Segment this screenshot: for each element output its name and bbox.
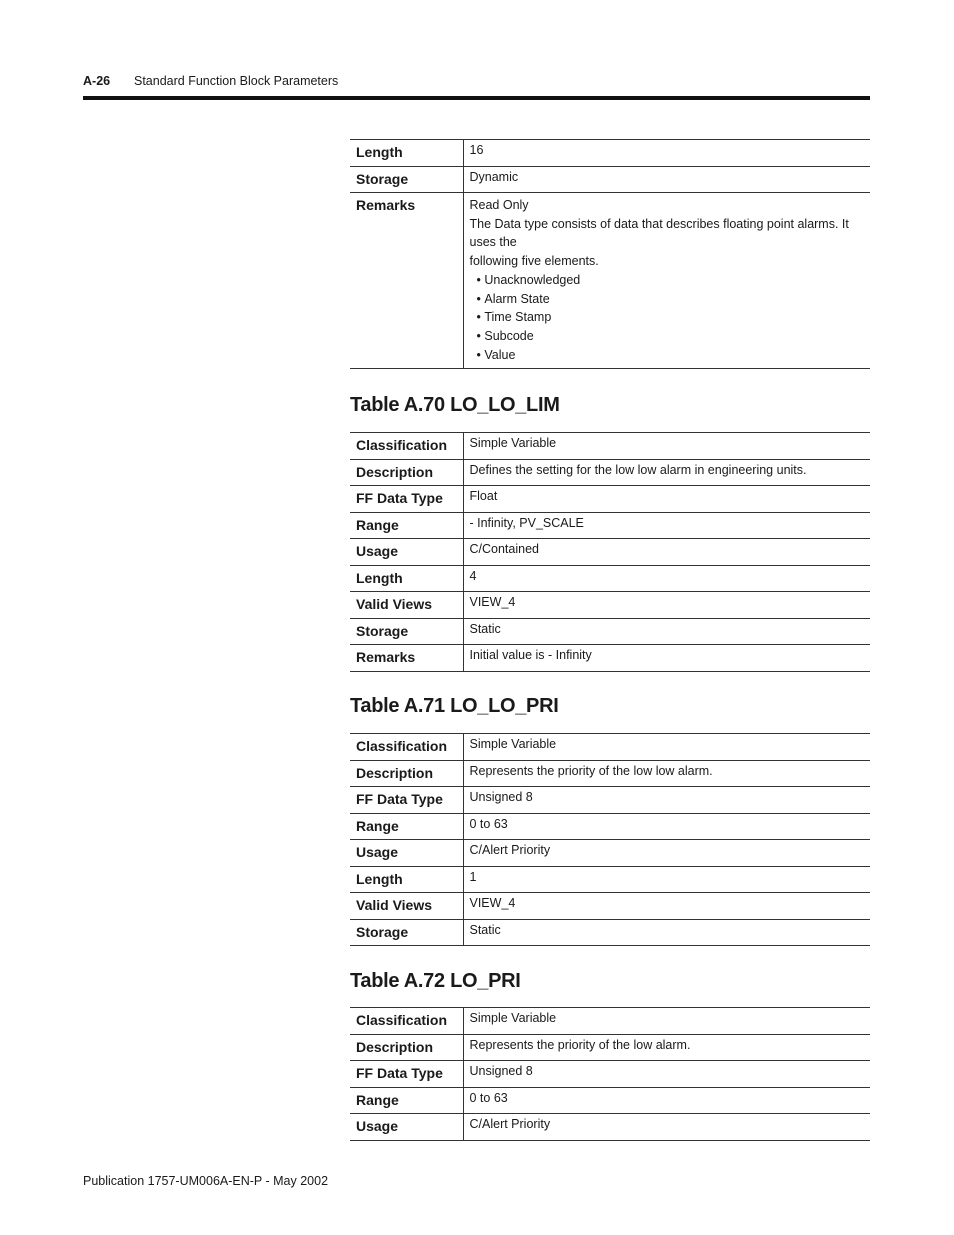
row-key: FF Data Type xyxy=(350,787,463,814)
table-row xyxy=(350,166,870,193)
row-value: Static xyxy=(463,919,870,946)
page-number: A-26 xyxy=(83,74,111,88)
parameter-table-lo-lo-lim xyxy=(350,432,870,672)
table-row xyxy=(350,866,870,893)
table-row xyxy=(350,787,870,814)
row-value: - Infinity, PV_SCALE xyxy=(463,512,870,539)
row-key: Description xyxy=(350,1034,463,1061)
table-row xyxy=(350,486,870,513)
row-value: Initial value is - Infinity xyxy=(463,645,870,672)
list-item: • Alarm State xyxy=(477,290,865,309)
row-key: FF Data Type xyxy=(350,1061,463,1088)
table-title: Table A.72 LO_PRI xyxy=(350,970,521,992)
row-key: Range xyxy=(350,512,463,539)
row-value: Defines the setting for the low low alarm in engineering units. xyxy=(463,459,870,486)
row-value: Simple Variable xyxy=(463,734,870,761)
row-key: Length xyxy=(350,140,463,167)
row-key: Usage xyxy=(350,539,463,566)
row-value: 1 xyxy=(463,866,870,893)
table-row xyxy=(350,734,870,761)
row-key: Classification xyxy=(350,1008,463,1035)
running-title: Standard Function Block Parameters xyxy=(134,74,339,88)
table-title: Table A.71 LO_LO_PRI xyxy=(350,695,559,717)
row-value: C/Alert Priority xyxy=(463,840,870,867)
row-value: Represents the priority of the low alarm. xyxy=(463,1034,870,1061)
row-key: Classification xyxy=(350,433,463,460)
table-row xyxy=(350,1008,870,1035)
row-value: 4 xyxy=(463,565,870,592)
row-value: Unsigned 8 xyxy=(463,1061,870,1088)
page-header xyxy=(83,72,870,98)
table-row xyxy=(350,645,870,672)
table-row xyxy=(350,539,870,566)
remarks-line: Read Only xyxy=(469,198,529,212)
row-value: Simple Variable xyxy=(463,1008,870,1035)
table-row xyxy=(350,840,870,867)
row-value: Static xyxy=(463,618,870,645)
remarks-cell xyxy=(463,193,870,369)
row-key: FF Data Type xyxy=(350,486,463,513)
list-item: • Unacknowledged xyxy=(477,271,865,290)
table-row xyxy=(350,512,870,539)
table-row xyxy=(350,893,870,920)
parameter-table-lo-pri xyxy=(350,1007,870,1141)
element-list xyxy=(470,271,865,365)
table-row xyxy=(350,433,870,460)
table-row xyxy=(350,1114,870,1141)
list-item: • Value xyxy=(477,346,865,365)
row-key: Storage xyxy=(350,618,463,645)
row-value: Unsigned 8 xyxy=(463,787,870,814)
row-key: Length xyxy=(350,565,463,592)
table-row xyxy=(350,193,870,369)
row-value: C/Alert Priority xyxy=(463,1114,870,1141)
row-key: Usage xyxy=(350,840,463,867)
row-value: Represents the priority of the low low alarm. xyxy=(463,760,870,787)
row-key: Valid Views xyxy=(350,893,463,920)
row-value: 0 to 63 xyxy=(463,1087,870,1114)
row-key: Description xyxy=(350,459,463,486)
row-value: Simple Variable xyxy=(463,433,870,460)
row-key: Range xyxy=(350,813,463,840)
table-row xyxy=(350,1061,870,1088)
table-row xyxy=(350,140,870,167)
table-row xyxy=(350,1087,870,1114)
parameter-table-lo-lo-pri xyxy=(350,733,870,946)
remarks-line: The Data type consists of data that describes floating point alarms. It uses the xyxy=(469,216,849,250)
row-key: Valid Views xyxy=(350,592,463,619)
header-rule xyxy=(83,96,870,100)
row-value: Float xyxy=(463,486,870,513)
table-row xyxy=(350,565,870,592)
table-row xyxy=(350,1034,870,1061)
row-key: Remarks xyxy=(350,193,463,369)
row-key: Description xyxy=(350,760,463,787)
row-key: Remarks xyxy=(350,645,463,672)
row-value: C/Contained xyxy=(463,539,870,566)
table-row xyxy=(350,618,870,645)
list-item: • Subcode xyxy=(477,327,865,346)
table-row xyxy=(350,592,870,619)
row-key: Storage xyxy=(350,166,463,193)
page-footer: Publication 1757-UM006A-EN-P - May 2002 xyxy=(83,1174,329,1188)
row-key: Classification xyxy=(350,734,463,761)
row-value: VIEW_4 xyxy=(463,893,870,920)
row-value: VIEW_4 xyxy=(463,592,870,619)
row-value: 0 to 63 xyxy=(463,813,870,840)
row-key: Length xyxy=(350,866,463,893)
table-row xyxy=(350,813,870,840)
remarks-line: following five elements. xyxy=(469,254,599,269)
table-row xyxy=(350,760,870,787)
row-value: 16 xyxy=(463,140,870,167)
row-key: Usage xyxy=(350,1114,463,1141)
table-row xyxy=(350,919,870,946)
continued-parameter-table xyxy=(350,139,870,369)
table-title: Table A.70 LO_LO_LIM xyxy=(350,394,560,416)
row-key: Range xyxy=(350,1087,463,1114)
table-row xyxy=(350,459,870,486)
row-value: Dynamic xyxy=(463,166,870,193)
row-key: Storage xyxy=(350,919,463,946)
list-item: • Time Stamp xyxy=(477,308,865,327)
